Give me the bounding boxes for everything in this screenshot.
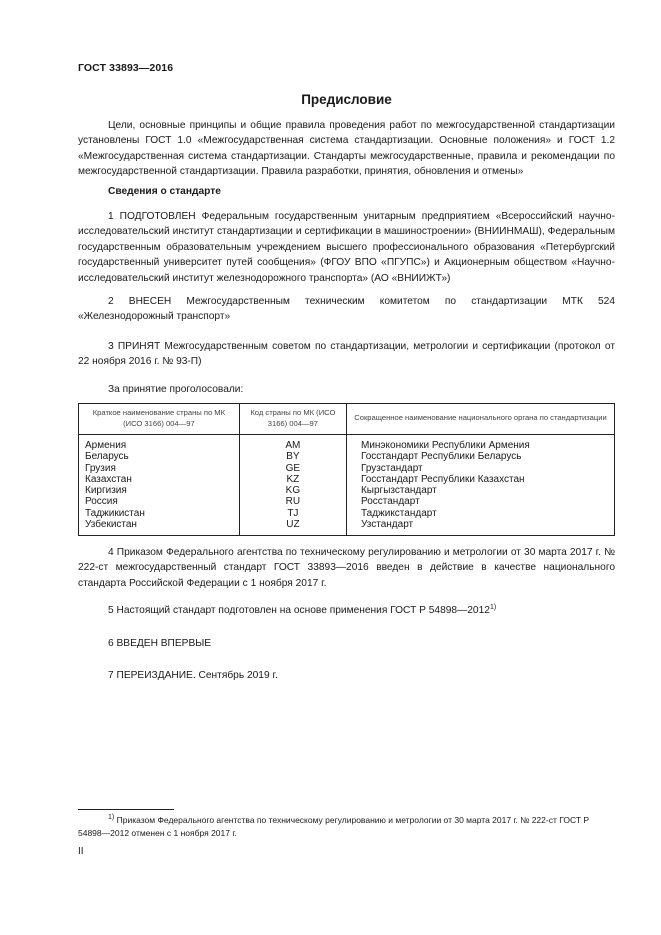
table-header-body: Сокращенное наименование национального органа по стандартизации bbox=[346, 404, 614, 435]
footnote-marker: 1) bbox=[108, 814, 115, 821]
intro-paragraph bbox=[78, 118, 615, 180]
code-cell: BY bbox=[239, 451, 346, 462]
country-cell: Киргизия bbox=[79, 485, 240, 496]
country-cell: Россия bbox=[79, 496, 240, 507]
item-2 bbox=[78, 294, 615, 325]
code-cell: TJ bbox=[239, 508, 346, 519]
table-header-row bbox=[79, 404, 615, 435]
body-cell: Узстандарт bbox=[346, 519, 614, 536]
section-subheading: Сведения о стандарте bbox=[108, 186, 221, 197]
item-7: 7 ПЕРЕИЗДАНИЕ. Сентябрь 2019 г. bbox=[108, 670, 278, 681]
table-row bbox=[79, 485, 615, 496]
code-cell: GE bbox=[239, 463, 346, 474]
country-cell: Беларусь bbox=[79, 451, 240, 462]
footnote bbox=[78, 814, 615, 839]
page-title: Предисловие bbox=[301, 92, 392, 107]
table-row bbox=[79, 496, 615, 507]
code-cell: AM bbox=[239, 435, 346, 452]
voting-table bbox=[78, 403, 615, 536]
intro-text: Цели, основные принципы и общие правила проведения работ по межгосударственной стандартизации установлены ГОСТ 1.0 «Межгосударственная система стандартизации. Основные положения» и ГОСТ 1.2 «Межгосударственная система стандартизации. Стандарты межгосударственные, правила и рекомендации по межгосударственной стандартизации. Правила разработки, принятия, обновления и отмены» bbox=[78, 120, 615, 178]
code-cell: RU bbox=[239, 496, 346, 507]
footnote-text: Приказом Федерального агентства по техническому регулированию и метрологии от 30 марта 2017 г. № 222-ст ГОСТ Р 54898—2012 отменен с 1 ноября 2017 г. bbox=[78, 815, 590, 838]
body-cell: Госстандарт Республики Беларусь bbox=[346, 451, 614, 462]
country-cell: Грузия bbox=[79, 463, 240, 474]
table-header-country: Краткое наименование страны по МК (ИСО 3166) 004—97 bbox=[79, 404, 240, 435]
item-4 bbox=[78, 545, 615, 591]
item-4-text: 4 Приказом Федерального агентства по техническому регулированию и метрологии от 30 марта 2017 г. № 222-ст межгосударственный стандарт ГОСТ 33893—2016 введен в действие в качестве национального стандарта Российской Федерации с 1 ноября 2017 г. bbox=[78, 547, 615, 589]
body-cell: Таджикстандарт bbox=[346, 508, 614, 519]
table-row bbox=[79, 508, 615, 519]
code-cell: KZ bbox=[239, 474, 346, 485]
item-1 bbox=[78, 209, 615, 286]
footnote-divider bbox=[78, 809, 174, 810]
table-row bbox=[79, 463, 615, 474]
item-5 bbox=[108, 605, 496, 616]
item-3-text: 3 ПРИНЯТ Межгосударственным советом по стандартизации, метрологии и сертификации (протокол от 22 ноября 2016 г. № 93-П) bbox=[78, 341, 615, 368]
body-cell: Минэкономики Республики Армения bbox=[346, 435, 614, 452]
country-cell: Таджикистан bbox=[79, 508, 240, 519]
item-5-text: 5 Настоящий стандарт подготовлен на основе применения ГОСТ Р 54898—2012 bbox=[108, 605, 490, 616]
table-row bbox=[79, 519, 615, 536]
country-cell: Узбекистан bbox=[79, 519, 240, 536]
country-cell: Казахстан bbox=[79, 474, 240, 485]
item-2-text: 2 ВНЕСЕН Межгосударственным техническим комитетом по стандартизации МТК 524 «Железнодорожный транспорт» bbox=[78, 296, 615, 323]
item-1-text: 1 ПОДГОТОВЛЕН Федеральным государственным унитарным предприятием «Всероссийский научно-исследовательский институт стандартизации и сертификации в машиностроении» (ВНИИНМАШ), Федеральным государственным образовательным учреждением высшего профессионального образования «Петербургский государственный университет путей сообщения» (ФГОУ ВПО «ПГУПС») и Акционерным обществом «Научно-исследовательский институт железнодорожного транспорта» (АО «ВНИИЖТ») bbox=[78, 211, 615, 284]
code-cell: KG bbox=[239, 485, 346, 496]
table-row bbox=[79, 451, 615, 462]
item-3 bbox=[78, 339, 615, 370]
table-row bbox=[79, 474, 615, 485]
code-cell: UZ bbox=[239, 519, 346, 536]
page-number: II bbox=[78, 846, 84, 857]
body-cell: Росстандарт bbox=[346, 496, 614, 507]
document-id: ГОСТ 33893—2016 bbox=[78, 62, 174, 74]
table-row bbox=[79, 435, 615, 452]
country-cell: Армения bbox=[79, 435, 240, 452]
voted-label: За принятие проголосовали: bbox=[108, 384, 244, 395]
footnote-ref: 1) bbox=[489, 604, 497, 611]
item-6: 6 ВВЕДЕН ВПЕРВЫЕ bbox=[108, 638, 212, 649]
body-cell: Кыргызстандарт bbox=[346, 485, 614, 496]
body-cell: Госстандарт Республики Казахстан bbox=[346, 474, 614, 485]
body-cell: Грузстандарт bbox=[346, 463, 614, 474]
table-header-code: Код страны по МК (ИСО 3166) 004—97 bbox=[239, 404, 346, 435]
